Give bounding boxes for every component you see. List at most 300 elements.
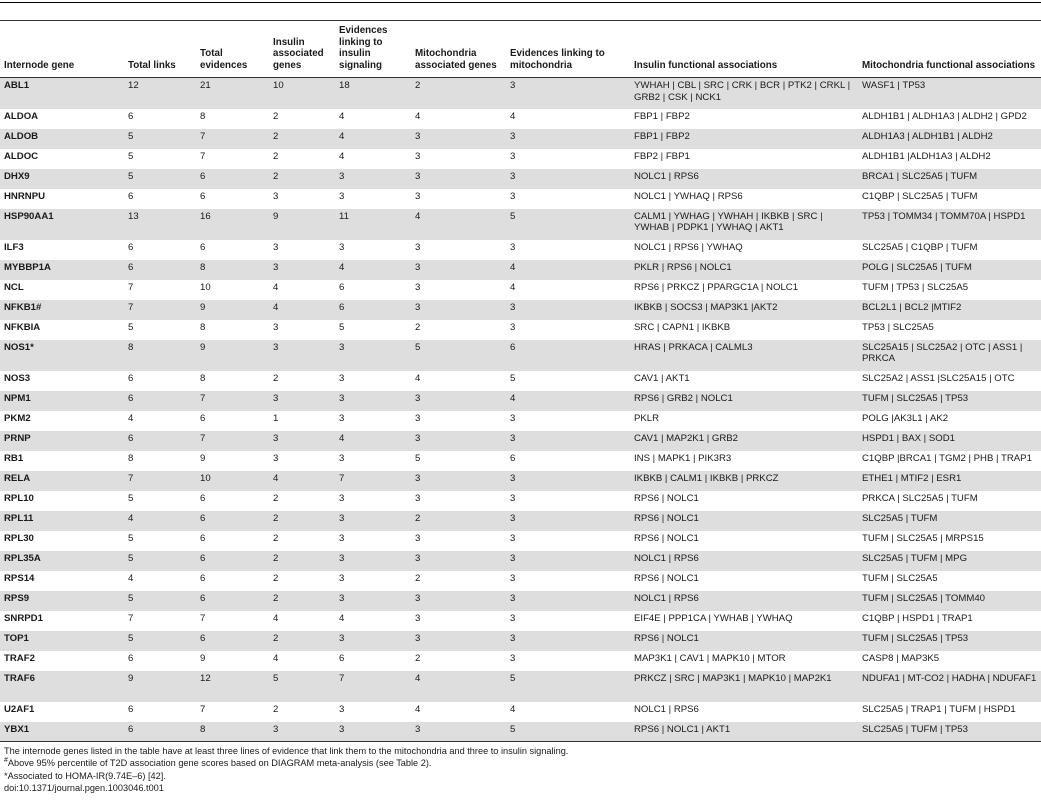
cell-total-links: 8 <box>128 341 134 353</box>
cell-gene: ABL1 <box>4 80 30 92</box>
cell-mito-genes: 3 <box>415 592 421 604</box>
cell-mito-evidences: 3 <box>510 321 516 333</box>
cell-mito-functional: TUFM | SLC25A5 | TOMM40 <box>862 592 985 604</box>
cell-total-evidences: 10 <box>200 281 211 293</box>
table-row <box>0 451 1041 471</box>
cell-mito-evidences: 3 <box>510 632 516 644</box>
cell-gene: NFKBIA <box>4 321 41 333</box>
cell-insulin-functional: RPS6 | NOLC1 <box>634 492 699 504</box>
cell-gene: SNRPD1 <box>4 612 43 624</box>
cell-mito-genes: 2 <box>415 572 421 584</box>
cell-mito-genes: 2 <box>415 321 421 333</box>
cell-insulin-functional: IKBKB | CALM1 | IKBKB | PRKCZ <box>634 472 779 484</box>
cell-total-links: 8 <box>128 452 134 464</box>
table-row <box>0 702 1041 722</box>
table-header-row <box>0 21 1041 78</box>
cell-mito-genes: 2 <box>415 652 421 664</box>
cell-mito-functional: SLC25A5 | TRAP1 | TUFM | HSPD1 <box>862 703 1016 715</box>
cell-mito-functional: HSPD1 | BAX | SOD1 <box>862 432 955 444</box>
cell-total-evidences: 6 <box>200 572 206 584</box>
cell-insulin-evidences: 3 <box>339 341 345 353</box>
cell-insulin-genes: 2 <box>273 552 279 564</box>
header-total-links: Total links <box>128 59 176 71</box>
cell-gene: RPL30 <box>4 532 34 544</box>
cell-insulin-evidences: 3 <box>339 190 345 202</box>
cell-gene: NOS3 <box>4 372 31 384</box>
table-row <box>0 280 1041 300</box>
cell-mito-evidences: 3 <box>510 652 516 664</box>
cell-insulin-genes: 2 <box>273 492 279 504</box>
table-row <box>0 671 1041 702</box>
cell-total-evidences: 6 <box>200 532 206 544</box>
cell-gene: ALDOB <box>4 130 39 142</box>
cell-total-links: 5 <box>128 592 134 604</box>
cell-total-evidences: 9 <box>200 452 206 464</box>
table-row <box>0 320 1041 340</box>
cell-mito-genes: 4 <box>415 372 421 384</box>
cell-gene: HSP90AA1 <box>4 210 54 222</box>
cell-mito-genes: 2 <box>415 80 421 92</box>
cell-gene: NOS1* <box>4 341 34 353</box>
cell-mito-evidences: 4 <box>510 110 516 122</box>
cell-mito-evidences: 3 <box>510 301 516 313</box>
table-row <box>0 129 1041 149</box>
cell-insulin-evidences: 7 <box>339 672 345 684</box>
cell-mito-genes: 3 <box>415 150 421 162</box>
cell-mito-evidences: 3 <box>510 170 516 182</box>
cell-mito-functional: ALDH1B1 | ALDH1A3 | ALDH2 | GPD2 <box>862 110 1027 122</box>
cell-total-evidences: 7 <box>200 432 206 444</box>
header-mito-functional: Mitochondria functional associations <box>862 59 1036 71</box>
cell-total-links: 13 <box>128 210 139 222</box>
cell-mito-evidences: 3 <box>510 532 516 544</box>
doi-text: doi:10.1371/journal.pgen.1003046.t001 <box>4 782 164 793</box>
footnote-2-text: Above 95% percentile of T2D association gene scores based on DIAGRAM meta-analysis (see Table 2). <box>7 758 432 769</box>
cell-total-links: 7 <box>128 281 134 293</box>
cell-insulin-genes: 10 <box>273 80 284 92</box>
cell-insulin-functional: RPS6 | NOLC1 <box>634 532 699 544</box>
table-row <box>0 260 1041 280</box>
cell-total-evidences: 7 <box>200 392 206 404</box>
table-row <box>0 209 1041 240</box>
cell-insulin-functional: IKBKB | SOCS3 | MAP3K1 |AKT2 <box>634 301 778 313</box>
cell-total-evidences: 7 <box>200 703 206 715</box>
cell-insulin-genes: 3 <box>273 723 279 735</box>
cell-insulin-evidences: 3 <box>339 170 345 182</box>
cell-insulin-genes: 5 <box>273 672 279 684</box>
footnote-3: *Associated to HOMA-IR(9.74E–6) [42]. <box>4 770 166 781</box>
cell-insulin-evidences: 3 <box>339 372 345 384</box>
cell-insulin-genes: 3 <box>273 452 279 464</box>
cell-mito-genes: 3 <box>415 723 421 735</box>
cell-insulin-genes: 3 <box>273 392 279 404</box>
cell-insulin-genes: 4 <box>273 281 279 293</box>
cell-mito-functional: ALDH1B1 |ALDH1A3 | ALDH2 <box>862 150 991 162</box>
cell-total-links: 5 <box>128 130 134 142</box>
cell-mito-evidences: 5 <box>510 210 516 222</box>
cell-insulin-functional: MAP3K1 | CAV1 | MAPK10 | MTOR <box>634 652 786 664</box>
cell-insulin-evidences: 3 <box>339 572 345 584</box>
cell-mito-genes: 3 <box>415 190 421 202</box>
cell-total-links: 6 <box>128 110 134 122</box>
cell-mito-functional: SLC25A5 | TUFM | MPG <box>862 552 968 564</box>
cell-mito-genes: 3 <box>415 392 421 404</box>
cell-mito-evidences: 4 <box>510 392 516 404</box>
cell-insulin-genes: 2 <box>273 632 279 644</box>
cell-mito-evidences: 6 <box>510 341 516 353</box>
cell-total-evidences: 6 <box>200 592 206 604</box>
cell-total-evidences: 8 <box>200 261 206 273</box>
table-row <box>0 511 1041 531</box>
cell-gene: MYBBP1A <box>4 261 51 273</box>
cell-total-evidences: 12 <box>200 672 211 684</box>
cell-insulin-functional: FBP1 | FBP2 <box>634 110 690 122</box>
cell-insulin-functional: CAV1 | MAP2K1 | GRB2 <box>634 432 738 444</box>
cell-mito-functional: PRKCA | SLC25A5 | TUFM <box>862 492 978 504</box>
cell-gene: RPL10 <box>4 492 34 504</box>
table-row <box>0 340 1041 371</box>
cell-mito-evidences: 3 <box>510 190 516 202</box>
gene-table <box>0 20 1041 742</box>
cell-total-links: 6 <box>128 392 134 404</box>
cell-insulin-evidences: 4 <box>339 130 345 142</box>
cell-total-links: 6 <box>128 261 134 273</box>
cell-mito-functional: SLC25A5 | TUFM <box>862 512 938 524</box>
cell-total-evidences: 7 <box>200 130 206 142</box>
cell-gene: DHX9 <box>4 170 30 182</box>
cell-mito-genes: 3 <box>415 130 421 142</box>
cell-mito-genes: 4 <box>415 672 421 684</box>
cell-insulin-functional: NOLC1 | RPS6 <box>634 170 699 182</box>
cell-mito-functional: TUFM | SLC25A5 | TP53 <box>862 632 969 644</box>
cell-mito-evidences: 3 <box>510 80 516 92</box>
cell-gene: TRAF6 <box>4 672 35 684</box>
cell-mito-functional: TUFM | SLC25A5 <box>862 572 938 584</box>
footnote-1: The internode genes listed in the table have at least three lines of evidence that link them to the mitochondria and three to insulin signaling. <box>4 746 569 756</box>
cell-total-evidences: 10 <box>200 472 211 484</box>
cell-mito-evidences: 3 <box>510 130 516 142</box>
table-row <box>0 591 1041 611</box>
cell-gene: NFKB1# <box>4 301 42 313</box>
cell-insulin-genes: 2 <box>273 592 279 604</box>
cell-insulin-functional: NOLC1 | RPS6 | YWHAQ <box>634 241 743 253</box>
cell-insulin-evidences: 3 <box>339 723 345 735</box>
cell-mito-functional: SLC25A2 | ASS1 |SLC25A15 | OTC <box>862 372 1015 384</box>
cell-gene: NPM1 <box>4 392 31 404</box>
cell-total-evidences: 8 <box>200 321 206 333</box>
cell-total-evidences: 6 <box>200 552 206 564</box>
cell-mito-functional: SLC25A5 | C1QBP | TUFM <box>862 241 978 253</box>
cell-insulin-genes: 4 <box>273 652 279 664</box>
table-row <box>0 371 1041 391</box>
cell-insulin-functional: RPS6 | GRB2 | NOLC1 <box>634 392 733 404</box>
cell-total-links: 4 <box>128 512 134 524</box>
cell-insulin-evidences: 3 <box>339 592 345 604</box>
cell-total-links: 6 <box>128 432 134 444</box>
cell-total-links: 7 <box>128 301 134 313</box>
cell-mito-genes: 3 <box>415 170 421 182</box>
cell-mito-evidences: 5 <box>510 372 516 384</box>
cell-gene: ALDOC <box>4 150 39 162</box>
cell-mito-functional: TUFM | SLC25A5 | TP53 <box>862 392 969 404</box>
cell-total-links: 6 <box>128 703 134 715</box>
cell-total-links: 12 <box>128 80 139 92</box>
cell-insulin-functional: PKLR | RPS6 | NOLC1 <box>634 261 732 273</box>
cell-mito-genes: 4 <box>415 110 421 122</box>
cell-mito-evidences: 3 <box>510 512 516 524</box>
cell-mito-evidences: 3 <box>510 432 516 444</box>
cell-total-evidences: 8 <box>200 723 206 735</box>
cell-insulin-functional: NOLC1 | YWHAQ | RPS6 <box>634 190 743 202</box>
footnote-2 <box>4 757 568 769</box>
cell-insulin-functional: HRAS | PRKACA | CALML3 <box>634 341 753 353</box>
cell-mito-functional: SLC25A5 | TUFM | TP53 <box>862 723 968 735</box>
cell-total-links: 4 <box>128 572 134 584</box>
table-row <box>0 631 1041 651</box>
cell-insulin-genes: 4 <box>273 612 279 624</box>
cell-insulin-evidences: 4 <box>339 110 345 122</box>
cell-mito-evidences: 4 <box>510 261 516 273</box>
cell-gene: ILF3 <box>4 241 24 253</box>
cell-total-evidences: 8 <box>200 110 206 122</box>
cell-total-evidences: 6 <box>200 241 206 253</box>
header-total-evidences: Total evidences <box>200 48 248 71</box>
cell-gene: RPL35A <box>4 552 41 564</box>
cell-insulin-functional: RPS6 | NOLC1 <box>634 572 699 584</box>
cell-mito-genes: 3 <box>415 532 421 544</box>
table-row <box>0 300 1041 320</box>
cell-gene: TRAF2 <box>4 652 35 664</box>
table-row <box>0 240 1041 260</box>
cell-insulin-evidences: 4 <box>339 150 345 162</box>
cell-insulin-evidences: 6 <box>339 652 345 664</box>
cell-total-links: 5 <box>128 552 134 564</box>
cell-insulin-genes: 2 <box>273 372 279 384</box>
cell-insulin-genes: 3 <box>273 241 279 253</box>
cell-insulin-functional: EIF4E | PPP1CA | YWHAB | YWHAQ <box>634 612 793 624</box>
cell-mito-genes: 3 <box>415 241 421 253</box>
cell-insulin-evidences: 18 <box>339 80 350 92</box>
cell-insulin-functional: PKLR <box>634 412 660 424</box>
cell-mito-genes: 5 <box>415 452 421 464</box>
cell-total-links: 5 <box>128 532 134 544</box>
table-row <box>0 431 1041 451</box>
cell-mito-functional: TP53 | TOMM34 | TOMM70A | HSPD1 <box>862 210 1026 222</box>
cell-mito-evidences: 3 <box>510 552 516 564</box>
cell-total-evidences: 6 <box>200 632 206 644</box>
cell-total-links: 6 <box>128 190 134 202</box>
cell-insulin-evidences: 6 <box>339 281 345 293</box>
table-row <box>0 611 1041 631</box>
cell-mito-evidences: 3 <box>510 150 516 162</box>
cell-mito-functional: SLC25A15 | SLC25A2 | OTC | ASS1 | PRKCA <box>862 341 1023 365</box>
table-row <box>0 571 1041 591</box>
cell-total-evidences: 6 <box>200 170 206 182</box>
header-internode-gene: Internode gene <box>4 59 75 71</box>
table-footnotes <box>4 745 568 794</box>
cell-insulin-evidences: 4 <box>339 261 345 273</box>
footnote-2-symbol: # <box>4 757 8 765</box>
cell-total-evidences: 7 <box>200 612 206 624</box>
cell-insulin-evidences: 3 <box>339 492 345 504</box>
cell-insulin-genes: 2 <box>273 572 279 584</box>
cell-mito-genes: 3 <box>415 432 421 444</box>
cell-total-evidences: 9 <box>200 341 206 353</box>
cell-mito-evidences: 4 <box>510 281 516 293</box>
table-row <box>0 651 1041 671</box>
cell-insulin-evidences: 4 <box>339 612 345 624</box>
cell-mito-functional: TP53 | SLC25A5 <box>862 321 934 333</box>
cell-mito-genes: 5 <box>415 341 421 353</box>
cell-mito-functional: CASP8 | MAP3K5 <box>862 652 940 664</box>
cell-insulin-functional: FBP1 | FBP2 <box>634 130 690 142</box>
cell-insulin-evidences: 4 <box>339 432 345 444</box>
cell-insulin-evidences: 6 <box>339 301 345 313</box>
cell-mito-genes: 3 <box>415 261 421 273</box>
cell-total-links: 6 <box>128 372 134 384</box>
cell-total-links: 6 <box>128 241 134 253</box>
cell-total-links: 6 <box>128 723 134 735</box>
cell-insulin-functional: YWHAH | CBL | SRC | CRK | BCR | PTK2 | CRKL | GRB2 | CSK | NCK1 <box>634 80 851 103</box>
cell-insulin-genes: 4 <box>273 301 279 313</box>
cell-mito-functional: TUFM | SLC25A5 | MRPS15 <box>862 532 984 544</box>
cell-insulin-functional: NOLC1 | RPS6 <box>634 592 699 604</box>
table-row <box>0 149 1041 169</box>
cell-insulin-functional: FBP2 | FBP1 <box>634 150 690 162</box>
cell-mito-functional: BCL2L1 | BCL2 |MTIF2 <box>862 301 962 313</box>
cell-mito-evidences: 3 <box>510 241 516 253</box>
cell-total-links: 6 <box>128 652 134 664</box>
cell-total-links: 7 <box>128 472 134 484</box>
cell-mito-evidences: 5 <box>510 672 516 684</box>
cell-mito-evidences: 3 <box>510 612 516 624</box>
cell-insulin-genes: 1 <box>273 412 279 424</box>
cell-gene: TOP1 <box>4 632 29 644</box>
cell-total-evidences: 8 <box>200 372 206 384</box>
cell-insulin-genes: 3 <box>273 261 279 273</box>
cell-mito-genes: 4 <box>415 703 421 715</box>
cell-total-evidences: 9 <box>200 652 206 664</box>
header-insulin-functional: Insulin functional associations <box>634 59 778 71</box>
cell-mito-genes: 3 <box>415 492 421 504</box>
cell-mito-functional: POLG |AK3L1 | AK2 <box>862 412 949 424</box>
cell-mito-genes: 3 <box>415 472 421 484</box>
cell-insulin-evidences: 3 <box>339 532 345 544</box>
table-row <box>0 471 1041 491</box>
cell-insulin-evidences: 3 <box>339 392 345 404</box>
cell-mito-evidences: 3 <box>510 572 516 584</box>
cell-gene: PKM2 <box>4 412 31 424</box>
cell-mito-evidences: 3 <box>510 472 516 484</box>
top-rule <box>0 2 1041 3</box>
cell-insulin-genes: 4 <box>273 472 279 484</box>
cell-insulin-evidences: 3 <box>339 703 345 715</box>
cell-insulin-genes: 3 <box>273 341 279 353</box>
cell-insulin-evidences: 7 <box>339 472 345 484</box>
cell-insulin-functional: NOLC1 | RPS6 <box>634 703 699 715</box>
cell-total-evidences: 6 <box>200 512 206 524</box>
table-row <box>0 531 1041 551</box>
cell-insulin-evidences: 3 <box>339 412 345 424</box>
cell-insulin-genes: 2 <box>273 703 279 715</box>
cell-mito-evidences: 3 <box>510 412 516 424</box>
table-row <box>0 411 1041 431</box>
cell-mito-functional: ETHE1 | MTIF2 | ESR1 <box>862 472 962 484</box>
table-row <box>0 551 1041 571</box>
cell-mito-functional: BRCA1 | SLC25A5 | TUFM <box>862 170 978 182</box>
table-body <box>0 78 1041 742</box>
cell-insulin-evidences: 3 <box>339 241 345 253</box>
cell-mito-functional: POLG | SLC25A5 | TUFM <box>862 261 972 273</box>
cell-insulin-genes: 2 <box>273 150 279 162</box>
cell-mito-functional: C1QBP | SLC25A5 | TUFM <box>862 190 978 202</box>
cell-gene: NCL <box>4 281 24 293</box>
cell-gene: RELA <box>4 472 31 484</box>
cell-mito-evidences: 3 <box>510 592 516 604</box>
cell-total-evidences: 7 <box>200 150 206 162</box>
cell-mito-evidences: 6 <box>510 452 516 464</box>
cell-total-links: 4 <box>128 412 134 424</box>
cell-gene: RB1 <box>4 452 24 464</box>
cell-mito-functional: WASF1 | TP53 <box>862 80 926 92</box>
header-insulin-associated-genes: Insulin associated genes <box>273 36 324 71</box>
cell-total-links: 7 <box>128 612 134 624</box>
cell-insulin-evidences: 5 <box>339 321 345 333</box>
header-mito-associated-genes: Mitochondria associated genes <box>415 48 497 71</box>
header-evidences-insulin: Evidences linking to insulin signaling <box>339 25 388 71</box>
cell-mito-functional: NDUFA1 | MT-CO2 | HADHA | NDUFAF1 <box>862 672 1037 684</box>
cell-total-links: 9 <box>128 672 134 684</box>
cell-total-evidences: 6 <box>200 190 206 202</box>
cell-gene: YBX1 <box>4 723 30 735</box>
cell-mito-evidences: 4 <box>510 703 516 715</box>
cell-insulin-functional: CALM1 | YWHAG | YWHAH | IKBKB | SRC | YWHAB | PDPK1 | YWHAQ | AKT1 <box>634 210 823 234</box>
cell-mito-genes: 3 <box>415 281 421 293</box>
cell-total-links: 5 <box>128 492 134 504</box>
cell-total-evidences: 16 <box>200 210 211 222</box>
cell-total-links: 5 <box>128 150 134 162</box>
cell-insulin-functional: RPS6 | PRKCZ | PPARGC1A | NOLC1 <box>634 281 799 293</box>
cell-insulin-functional: SRC | CAPN1 | IKBKB <box>634 321 731 333</box>
cell-insulin-functional: CAV1 | AKT1 <box>634 372 690 384</box>
header-evidences-mito: Evidences linking to mitochondria <box>510 48 605 71</box>
cell-total-evidences: 6 <box>200 492 206 504</box>
cell-insulin-genes: 2 <box>273 170 279 182</box>
cell-mito-genes: 3 <box>415 412 421 424</box>
cell-total-evidences: 6 <box>200 412 206 424</box>
table-row <box>0 169 1041 189</box>
cell-mito-genes: 3 <box>415 552 421 564</box>
cell-insulin-functional: INS | MAPK1 | PIK3R3 <box>634 452 732 464</box>
cell-total-evidences: 9 <box>200 301 206 313</box>
cell-gene: RPS14 <box>4 572 35 584</box>
cell-mito-functional: ALDH1A3 | ALDH1B1 | ALDH2 <box>862 130 993 142</box>
table-row <box>0 391 1041 411</box>
cell-insulin-genes: 2 <box>273 110 279 122</box>
cell-mito-genes: 4 <box>415 210 421 222</box>
cell-insulin-genes: 3 <box>273 432 279 444</box>
table-row <box>0 722 1041 742</box>
cell-gene: PRNP <box>4 432 31 444</box>
cell-mito-evidences: 3 <box>510 492 516 504</box>
table-row <box>0 109 1041 129</box>
cell-insulin-functional: RPS6 | NOLC1 <box>634 512 699 524</box>
cell-mito-evidences: 5 <box>510 723 516 735</box>
cell-insulin-genes: 3 <box>273 190 279 202</box>
cell-insulin-genes: 2 <box>273 512 279 524</box>
cell-insulin-genes: 9 <box>273 210 279 222</box>
cell-total-evidences: 21 <box>200 80 211 92</box>
